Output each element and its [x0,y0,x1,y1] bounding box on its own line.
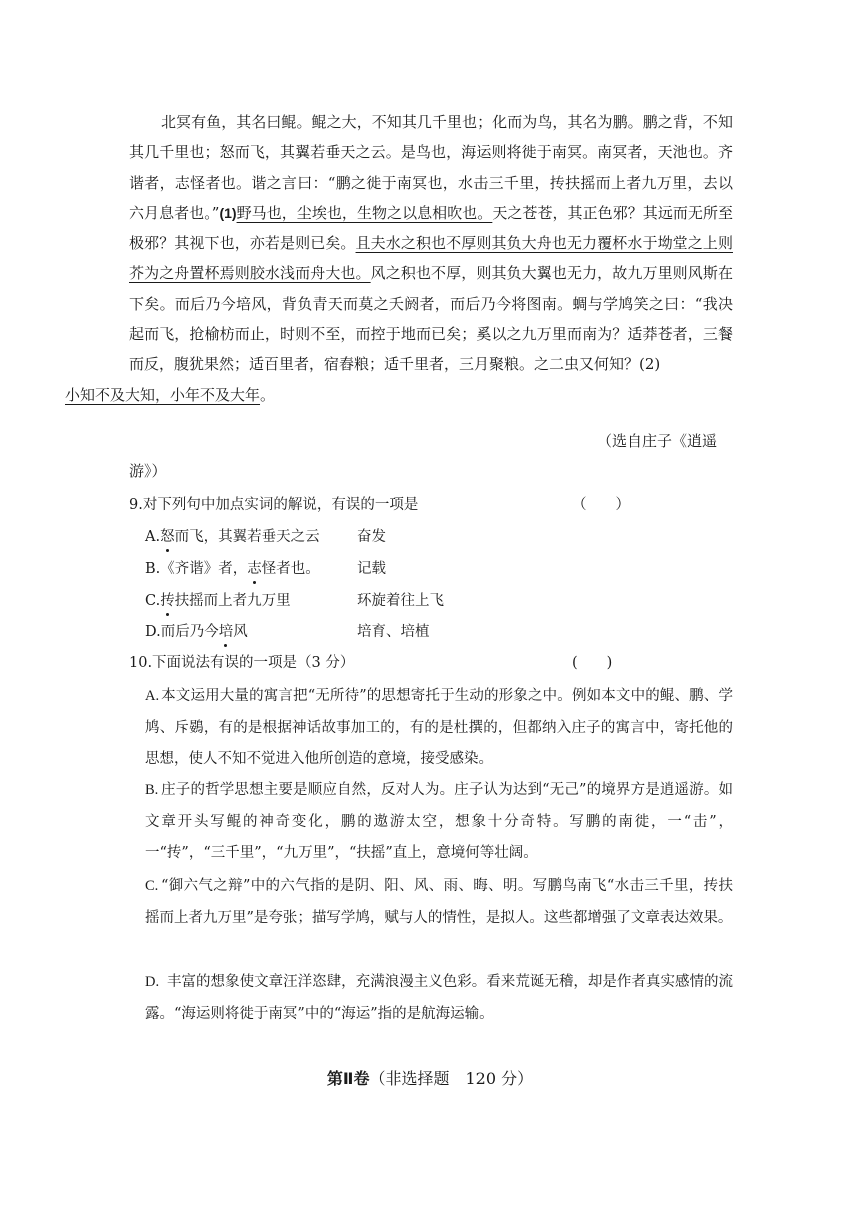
option-prefix: A. [145,529,161,545]
source-citation [129,426,717,456]
question-10-stem: 10.下面说法有误的一项是（3 分） [129,655,355,671]
option-prefix: C. [145,593,161,609]
dotted-character: 培 [219,620,234,644]
option-letter: D. [145,974,160,990]
source-citation-tail [129,456,167,486]
option-explanation: 环旋着往上飞 [357,593,444,609]
marker-1: (1) [219,204,237,221]
passage-text-1: 北冥有鱼，其名曰鲲。鲲之大，不知其几千里也；化而为鸟，其名为鹏。鹏之背，不知其几千里也；怒而飞，其翼若垂天之云。是鸟也，海运则将徙于南冥。南冥者，天池也。齐谐者，志怪者也。谐之言曰：“鹏之徙于南冥也，水击三千里，抟扶摇而上者九万里，去以六月息者也。” [129,113,733,222]
question-9-stem: 9.对下列句中加点实词的解说，有误的一项是 [129,497,419,513]
marker-2: (2) [639,355,661,374]
option-prefix: B.《齐谐》者， [145,561,248,577]
option-explanation: 记载 [357,561,386,577]
question-10-option-c [145,871,733,934]
option-text: 扶摇而上者九万里 [174,593,291,609]
passage-xiaoyaoyou [65,107,733,410]
option-explanation: 培育、培植 [357,624,430,640]
passage-text-2: 天之苍苍，其正色邪？其远而无所至极邪？其视下也，亦若是则已矣。 [129,203,733,253]
source-line-2: 游》） [129,462,167,480]
passage-text-3: 风之积也不厚，则其负大翼也无力，故九万里则风斯在下矣。而后乃今培风，背负青天而莫之夭阏者，而后乃今将图南。蜩与学鸠笑之曰：“我决起而飞，抢榆枋而止，时则不至，而控于地而已矣；奚以之九万里而南为？适莽苍者，三餐而反，腹犹果然；适百里者，宿舂粮；适千里者，三月聚粮。之二虫又何知？ [129,264,733,374]
section-title: 第Ⅱ卷 [326,1069,370,1088]
source-line-1: （选自庄子《逍遥 [596,432,717,450]
dotted-character: 怒 [160,525,175,549]
underlined-sentence-1: 野马也，尘埃也，生物之以息相吹也。 [236,203,493,222]
option-text: 而飞，其翼若垂天之云 [174,529,320,545]
option-explanation: 奋发 [357,529,386,545]
passage-end: 。 [260,385,276,404]
option-letter: C. [145,878,159,894]
option-text: 本文运用大量的寓言把“无所待”的思想寄托于生动的形象之中。例如本文中的鲲、鹏、学鸠、斥鷃，有的是根据神话故事加工的，有的是杜撰的，但都纳入庄子的寓言中，寄托他的思想，使人不知不觉进入他所创造的意境，接受感染。 [145,688,733,767]
section-subtitle: （非选择题 120 分） [369,1069,534,1088]
section-heading [0,1066,860,1092]
question-9-answer-blank: （ ） [572,497,630,513]
option-letter: A. [145,688,160,704]
option-prefix: D.而后乃今 [145,624,219,640]
option-text: “御六气之辩”中的六气指的是阴、阳、风、雨、晦、明。写鹏鸟南飞“水击三千里，抟扶摇而上者九万里”是夸张；描写学鸠，赋与人的情性，是拟人。这些都增强了文章表达效果。 [145,878,733,926]
question-10-answer-blank: ( ) [572,655,613,671]
dotted-character: 志 [247,557,262,581]
option-letter: B. [145,782,159,798]
question-10-option-b [145,775,733,870]
option-text: 丰富的想象使文章汪洋恣肆，充满浪漫主义色彩。看来荒诞无稽，却是作者真实感情的流露。“海运则将徙于南冥”中的“海运”指的是航海运输。 [145,974,733,1022]
option-text: 风 [233,624,248,640]
option-text: 怪者也。 [261,561,320,577]
underlined-sentence-3: 小知不及大知，小年不及大年 [65,385,261,404]
dotted-character: 抟 [160,589,175,613]
option-text: 庄子的哲学思想主要是顺应自然，反对人为。庄子认为达到“无己”的境界方是逍遥游。如文章开头写鲲的神奇变化，鹏的遨游太空，想象十分奇特。写鹏的南徙，一“击”，一“抟”，“三千里”，“九万里”，“扶摇”直上，意境何等壮阔。 [145,782,733,861]
underlined-sentence-2: 且夫水之积也不厚则其负大舟也无力覆杯水于坳堂之上则芥为之舟置杯焉则胶水浅而舟大也。 [129,234,733,283]
question-10-option-d [145,967,733,1030]
question-10-option-a [145,681,733,776]
